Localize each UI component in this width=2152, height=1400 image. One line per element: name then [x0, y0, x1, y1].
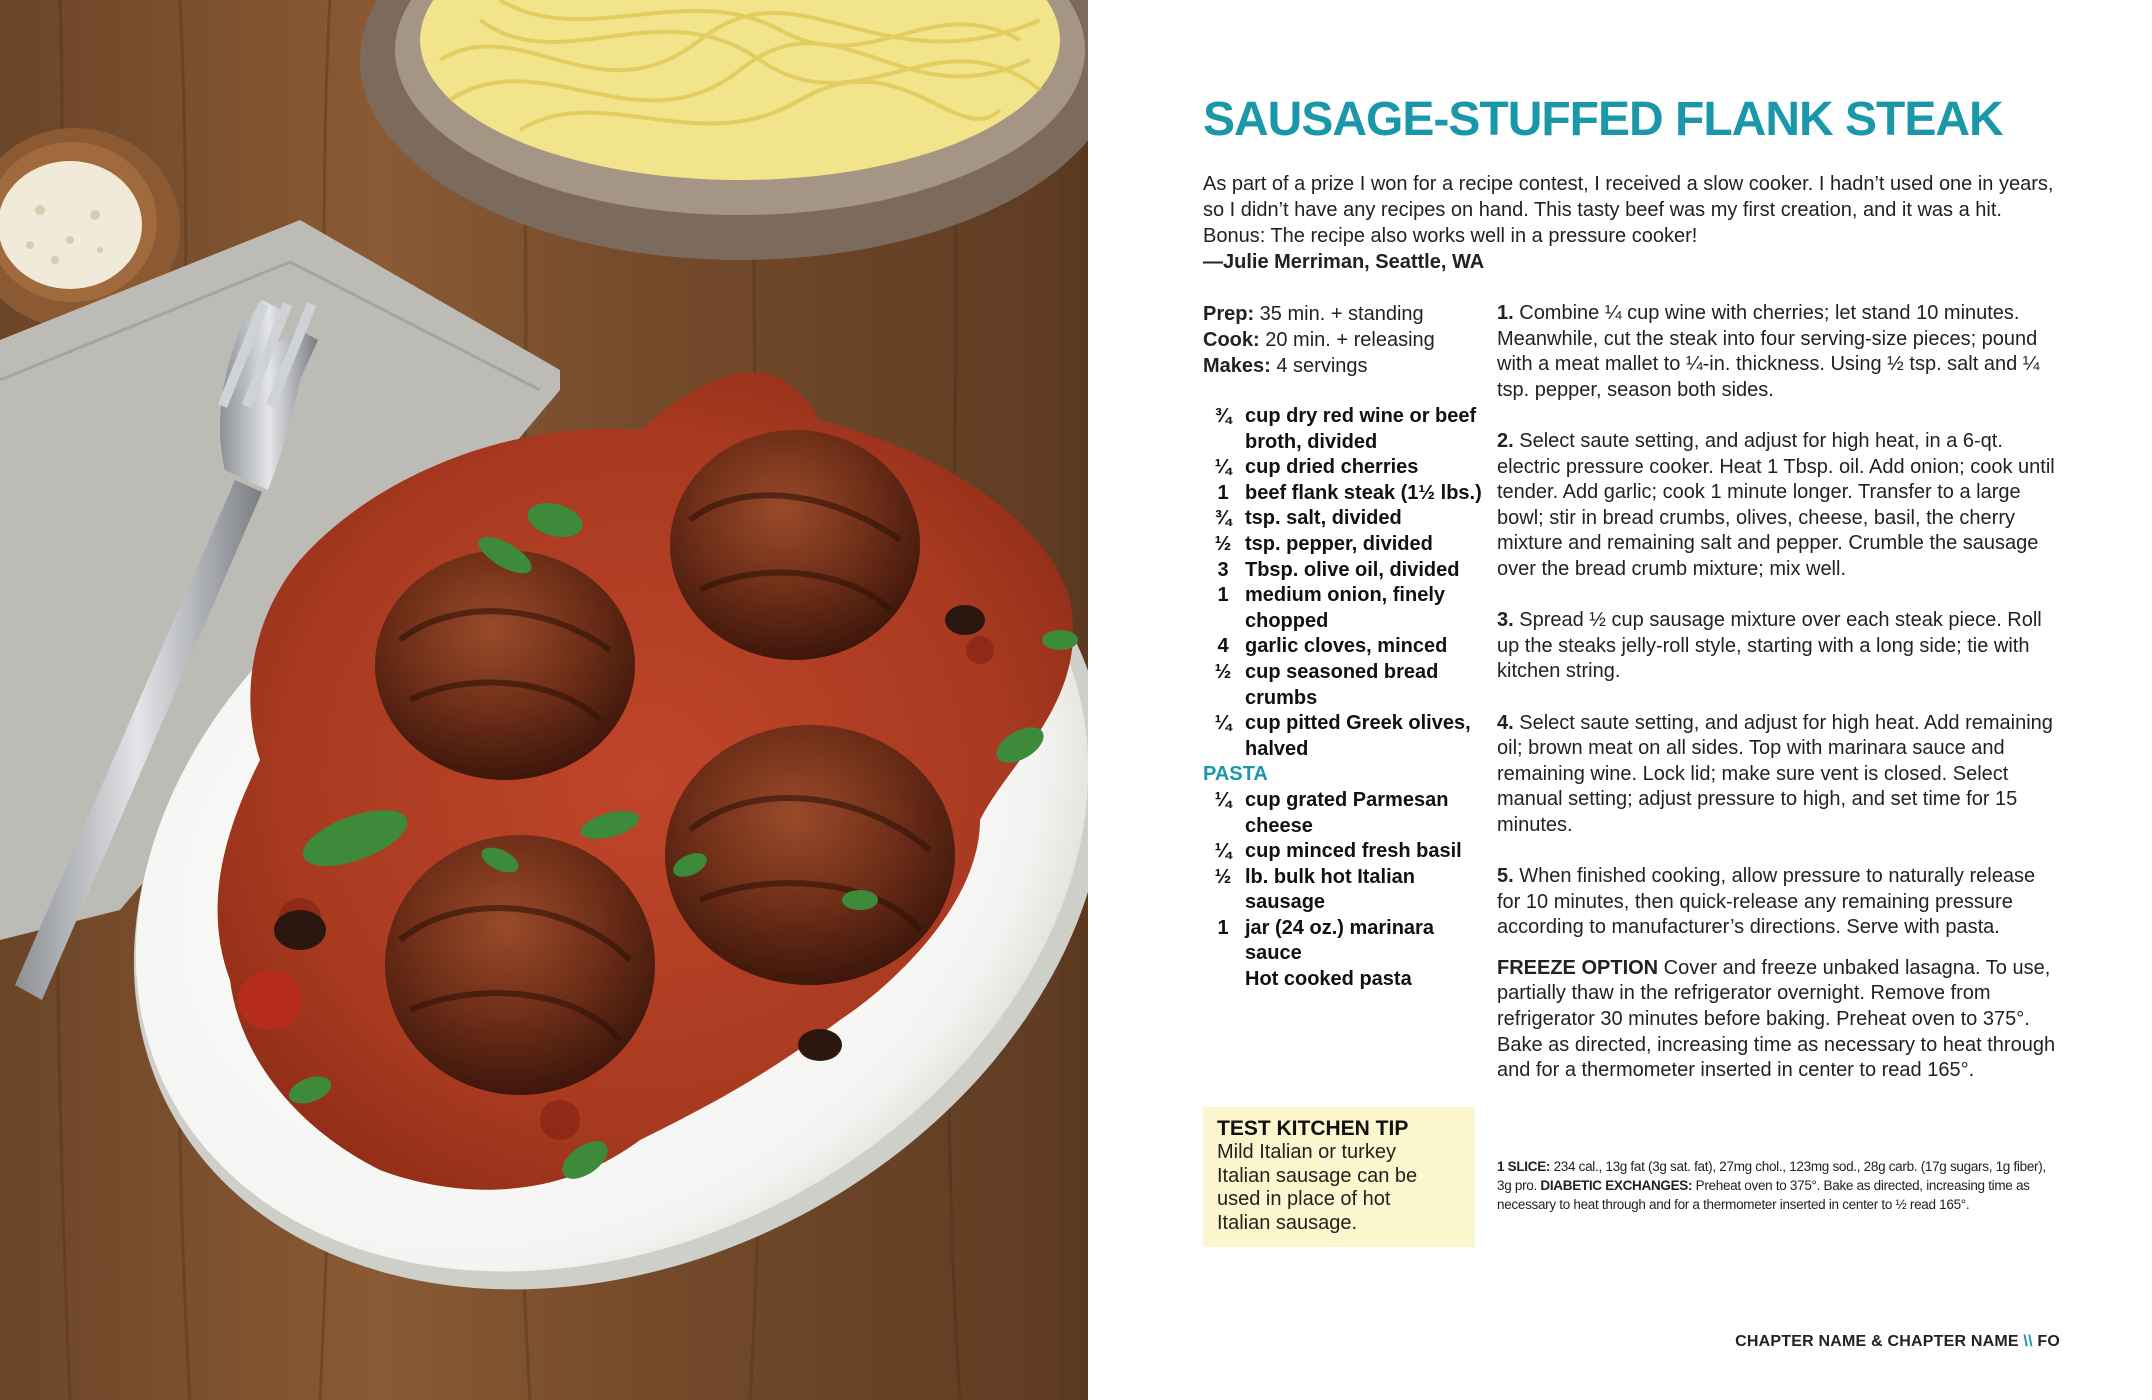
ingredient-name: tsp. pepper, divided: [1245, 532, 1433, 555]
cook-value: 20 min. + releasing: [1259, 329, 1435, 351]
steak-roll: [665, 725, 955, 985]
recipe-intro: [1203, 171, 2063, 275]
ingredient-amount: 4: [1217, 635, 1229, 658]
prep-time: [1203, 301, 1483, 327]
freeze-text: Cover and freeze unbaked lasagna. To use, partially thaw in the refrigerator overnight. Remove from refrigerator 30 minutes before baking. Preheat oven to 375°. Bake as directed, increasing time as necessary to heat through and for a thermometer inserted in center to read 165°.: [1497, 956, 2056, 1082]
recipe-byline: —Julie Merriman, Seattle, WA: [1203, 251, 1485, 273]
ingredient-name: cup pitted Greek olives, halved: [1245, 712, 1471, 760]
ingredient-amount: 1: [1217, 584, 1229, 607]
ingredient-amount: ½: [1214, 865, 1232, 888]
nutrition-text: 234 cal., 13g fat (3g sat. fat), 27mg chol., 123mg sod., 28g carb. (17g sugars, 1g fiber), 3g pro.: [1497, 1159, 2046, 1193]
direction-step: [1497, 429, 2062, 583]
direction-step: [1497, 711, 2062, 839]
step-number: 4.: [1497, 711, 1514, 734]
page-footer: [1720, 1333, 2060, 1351]
ingredient-item: [1203, 634, 1493, 660]
ingredient-item: [1203, 558, 1493, 584]
ingredient-name: Tbsp. olive oil, divided: [1245, 558, 1460, 581]
direction-step: [1497, 864, 2062, 941]
ingredient-item: [1203, 660, 1493, 711]
ingredient-name: lb. bulk hot Italian sausage: [1245, 865, 1415, 914]
ingredient-name: cup dry red wine or beef broth, divided: [1245, 405, 1477, 453]
step-text: When finished cooking, allow pressure to naturally release for 10 minutes, then quick-release any remaining pressure according to manufacturer’s directions. Serve with pasta.: [1497, 865, 2036, 939]
nutrition-label: 1 SLICE:: [1497, 1159, 1551, 1174]
makes-label: Makes:: [1203, 355, 1271, 377]
ingredient-amount: ¼: [1214, 456, 1232, 479]
ingredient-name: garlic cloves, minced: [1245, 635, 1448, 658]
tip-heading: TEST KITCHEN TIP: [1217, 1117, 1409, 1140]
chapter-name: CHAPTER NAME & CHAPTER NAME: [1735, 1333, 2019, 1350]
step-number: 3.: [1497, 609, 1514, 632]
ingredient-item: [1203, 916, 1493, 967]
ingredient-name: medium onion, finely chopped: [1245, 584, 1446, 632]
tip-text: Mild Italian or turkey Italian sausage can be used in place of hot Italian sausage.: [1217, 1141, 1418, 1234]
direction-step: [1497, 301, 2062, 403]
footer-separator: \\: [2023, 1333, 2033, 1350]
ingredient-item: [1203, 506, 1493, 532]
ingredient-name: cup grated Parmesan cheese: [1245, 788, 1449, 837]
ingredient-item: [1203, 481, 1493, 507]
intro-text: As part of a prize I won for a recipe contest, I received a slow cooker. I hadn’t used one in years, so I didn’t have any recipes on hand. This tasty beef was my first creation, and it was a hit. Bonus: The recipe also works well in a pressure cooker!: [1203, 173, 2054, 247]
cook-label: Cook:: [1203, 329, 1260, 351]
ingredient-name: Hot cooked pasta: [1245, 968, 1412, 991]
ingredient-amount: ¾: [1214, 507, 1232, 530]
ingredient-amount: ¾: [1214, 405, 1232, 427]
directions: [1497, 301, 2062, 1084]
ingredient-amount: ¼: [1214, 712, 1232, 735]
nutrition-facts: [1497, 1157, 2057, 1214]
page-number: FO: [2037, 1333, 2060, 1350]
steak-roll: [375, 550, 635, 780]
ingredient-item: [1203, 865, 1493, 916]
cook-time: [1203, 327, 1483, 353]
step-text: Spread ½ cup sausage mixture over each steak piece. Roll up the steaks jelly-roll style, starting with a long side; tie with kitchen string.: [1497, 609, 2042, 683]
step-number: 5.: [1497, 865, 1514, 888]
ingredient-item: [1203, 711, 1493, 762]
ingredient-name: tsp. salt, divided: [1245, 507, 1402, 530]
ingredient-name: jar (24 oz.) marinara sauce: [1245, 916, 1434, 965]
steak-roll: [385, 835, 655, 1095]
steak-roll: [670, 430, 920, 660]
test-kitchen-tip: [1203, 1107, 1475, 1247]
freeze-label: FREEZE OPTION: [1497, 956, 1659, 979]
ingredient-amount: ½: [1214, 660, 1232, 683]
ingredient-list: [1203, 404, 1493, 993]
ingredient-item: [1203, 839, 1493, 865]
ingredient-name: cup seasoned bread crumbs: [1245, 660, 1439, 709]
ingredient-amount: 3: [1217, 558, 1229, 581]
diabetic-label: DIABETIC EXCHANGES:: [1540, 1178, 1693, 1193]
ingredient-amount: ¼: [1214, 840, 1232, 863]
ingredient-amount: 1: [1217, 481, 1229, 504]
ingredient-item: [1203, 455, 1493, 481]
prep-label: Prep:: [1203, 303, 1255, 325]
recipe-meta: [1203, 301, 1483, 379]
prep-value: 35 min. + standing: [1254, 303, 1424, 325]
step-text: Select saute setting, and adjust for high heat, in a 6-qt. electric pressure cooker. Heat 1 Tbsp. oil. Add onion; cook until tender. Add garlic; cook 1 minute longer. Transfer to a large bowl; stir in bread crumbs, olives, cheese, basil, the cherry mixture and remaining salt and pepper. Crumble the sausage over the bread crumb mixture; mix well.: [1497, 429, 2055, 580]
recipe-title: SAUSAGE-STUFFED FLANK STEAK: [1203, 93, 2003, 146]
ingredient-item: [1203, 532, 1493, 558]
step-text: Select saute setting, and adjust for high heat. Add remaining oil; brown meat on all sides. Top with marinara sauce and remaining wine. Lock lid; make sure vent is closed. Select manual setting; adjust pressure to high, and set time for 15 minutes.: [1497, 711, 2053, 836]
pasta-section-header: PASTA: [1203, 763, 1268, 786]
step-number: 2.: [1497, 429, 1514, 452]
makes-value: 4 servings: [1270, 355, 1368, 377]
ingredient-item: [1203, 404, 1493, 455]
step-text: Combine ¼ cup wine with cherries; let stand 10 minutes. Meanwhile, cut the steak into four serving-size pieces; pound with a meat mallet to ¼-in. thickness. Using ½ tsp. salt and ¼ tsp. pepper, season both sides.: [1497, 302, 2040, 401]
direction-step: [1497, 608, 2062, 685]
ingredient-item: [1203, 583, 1493, 634]
ingredient-name: cup minced fresh basil: [1245, 840, 1462, 863]
ingredient-amount: ½: [1214, 532, 1232, 555]
ingredient-item: [1203, 788, 1493, 839]
ingredient-amount: [1203, 967, 1243, 993]
ingredient-amount: 1: [1217, 916, 1229, 939]
ingredient-amount: ¼: [1214, 788, 1232, 811]
servings: [1203, 353, 1483, 379]
ingredient-name: cup dried cherries: [1245, 456, 1419, 479]
step-number: 1.: [1497, 302, 1514, 324]
diabetic-text: Preheat oven to 375°. Bake as directed, increasing time as necessary to heat through and for a thermometer inserted in center to ½ read 165°.: [1497, 1178, 2030, 1212]
ingredient-item: [1203, 967, 1493, 993]
freeze-option: [1497, 956, 2062, 1084]
ingredient-name: beef flank steak (1½ lbs.): [1245, 481, 1482, 504]
